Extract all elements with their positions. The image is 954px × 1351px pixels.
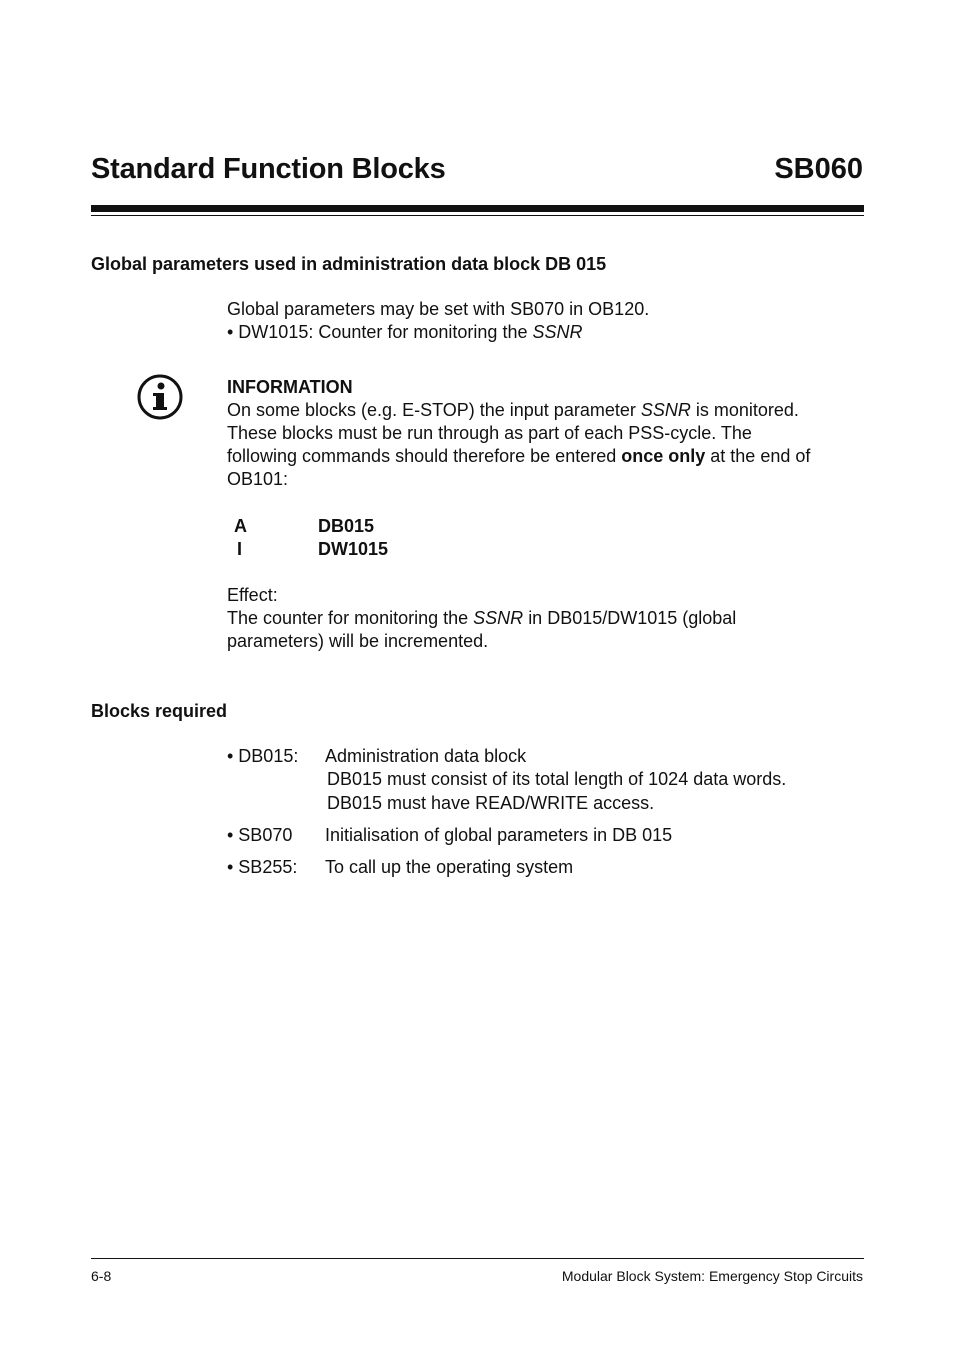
information-line-1 [227,399,857,422]
info-p3-a: following commands should therefore be entered [227,446,617,466]
global-params-text: Global parameters may be set with SB070 in OB120. [227,299,650,319]
footer-rule [91,1258,864,1259]
block-code: SB060 [774,153,863,185]
list-item-text: Initialisation of global parameters in DB 015 [325,825,673,845]
document-title: Modular Block System: Emergency Stop Circuits [561,1268,863,1284]
effect-text-2: parameters) will be incremented. [227,631,489,651]
command-op: I [237,539,243,559]
section-heading-blocks-required: Blocks required [91,701,228,721]
list-item-key: • SB255: [227,857,298,877]
ssnr-term: SSNR [532,322,583,342]
dw1015-text: Counter for monitoring the [318,322,528,342]
information-text [227,399,857,491]
list-item-text: DB015 must have READ/WRITE access. [327,793,655,813]
effect-b: in DB015/DW1015 (global [528,608,737,628]
info-once-only: once only [621,446,706,466]
page-title: Standard Function Blocks [91,153,446,185]
list-item-key: • SB070 [227,825,293,845]
command-arg: DW1015 [318,539,389,559]
list-item [227,745,298,768]
list-item-text: Administration data block [325,746,527,766]
effect-label: Effect: [227,585,278,605]
dw1015-bullet [227,321,583,344]
page-number: 6-8 [91,1268,112,1284]
info-ssnr-term: SSNR [640,400,691,420]
command-op: A [234,516,247,536]
info-p3-b: at the end of [710,446,811,466]
information-line-4: OB101: [227,469,289,489]
section-heading-global-parameters: Global parameters used in administration data block DB 015 [91,254,607,274]
dw1015-key: • DW1015: [227,322,314,342]
info-p1-b: is monitored. [695,400,799,420]
effect-a: The counter for monitoring the [227,608,469,628]
command-arg: DB015 [318,516,375,536]
info-p1-a: On some blocks (e.g. E-STOP) the input parameter [227,400,636,420]
list-item-key: • DB015: [227,746,299,766]
header-rule-thin [91,215,864,216]
effect-ssnr-term: SSNR [473,608,524,628]
effect-text [227,607,736,630]
list-item-text: To call up the operating system [325,857,574,877]
header-rule-thick [91,205,864,212]
information-heading: INFORMATION [227,377,353,397]
information-line-3 [227,445,857,468]
list-item-text: DB015 must consist of its total length of 1024 data words. [327,769,787,789]
information-line-2: These blocks must be run through as part of each PSS-cycle. The [227,423,752,443]
information-icon [135,372,185,422]
